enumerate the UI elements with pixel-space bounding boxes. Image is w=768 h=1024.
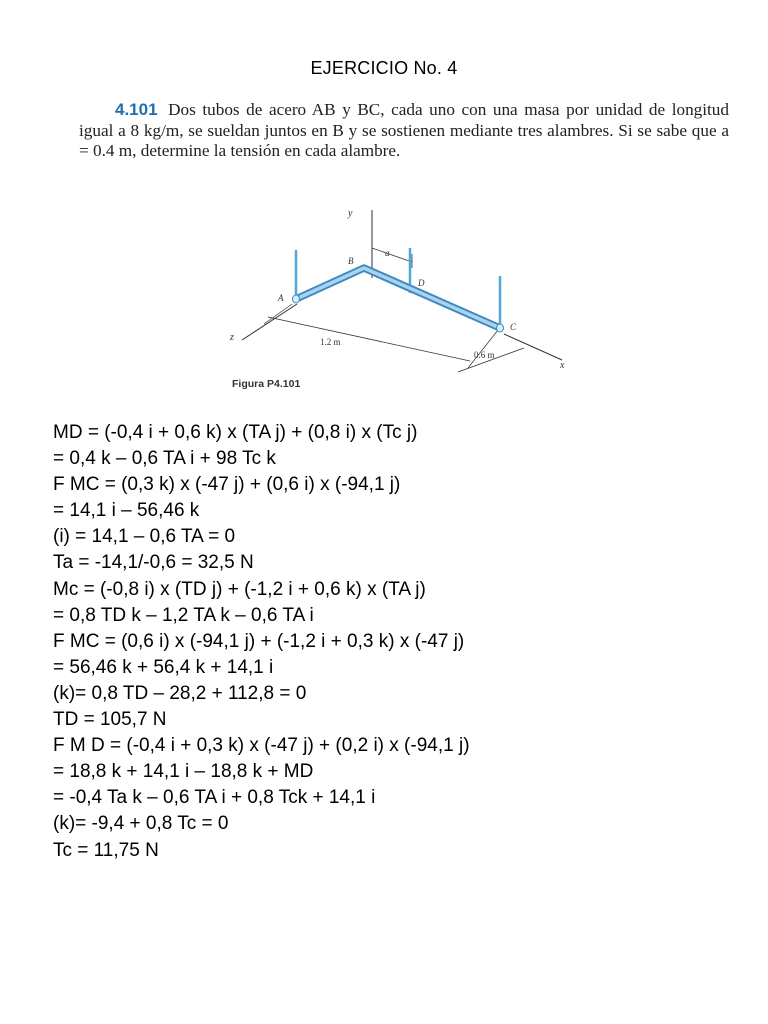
label-A: A: [278, 293, 284, 303]
pipe-abc: [296, 268, 500, 328]
solution-line: = 0,8 TD k – 1,2 TA k – 0,6 TA i: [53, 604, 314, 626]
solution-line: = 18,8 k + 14,1 i – 18,8 k + MD: [53, 761, 314, 783]
page-title: EJERCICIO No. 4: [310, 58, 458, 78]
problem-statement: [79, 100, 729, 162]
dim-long-line: [268, 317, 470, 361]
label-z: z: [230, 332, 234, 343]
solution-line: = -0,4 Ta k – 0,6 TA i + 0,8 Tck + 14,1 i: [53, 787, 376, 809]
solution-line: TD = 105,7 N: [53, 709, 167, 731]
label-B: B: [348, 256, 354, 266]
label-dim-long: 1.2 m: [320, 337, 341, 347]
label-C: C: [510, 322, 517, 332]
solution-line: (k)= 0,8 TD – 28,2 + 112,8 = 0: [53, 682, 307, 704]
pipe-end-a: [293, 295, 300, 303]
dim-a-line: [372, 248, 412, 262]
pipe-figure: [222, 200, 582, 400]
pipe-abc-highlight: [296, 268, 500, 328]
label-D: D: [418, 278, 425, 288]
solution-line: F M D = (-0,4 i + 0,3 k) x (-47 j) + (0,2 i) x (-94,1 j): [53, 735, 470, 757]
solution-line: = 14,1 i – 56,46 k: [53, 500, 200, 522]
figure-caption: Figura P4.101: [232, 378, 301, 390]
solution-block: [53, 420, 743, 864]
label-a: a: [385, 248, 390, 258]
dim-long-ext-c: [468, 330, 498, 368]
solution-line: F MC = (0,3 k) x (-47 j) + (0,6 i) x (-94,1 j): [53, 474, 401, 496]
solution-line: (i) = 14,1 – 0,6 TA = 0: [53, 526, 236, 548]
solution-line: (k)= -9,4 + 0,8 Tc = 0: [53, 813, 229, 835]
pipe-end-c: [497, 324, 504, 332]
label-dim-short: 0.6 m: [474, 350, 495, 360]
pipe-diagram: [222, 200, 582, 400]
label-x: x: [560, 360, 565, 371]
solution-line: Ta = -14,1/-0,6 = 32,5 N: [53, 552, 254, 574]
x-axis: [504, 334, 562, 360]
label-y: y: [348, 208, 353, 219]
solution-line: MD = (-0,4 i + 0,6 k) x (TA j) + (0,8 i) x (Tc j): [53, 422, 418, 443]
problem-number: 4.101: [115, 100, 158, 119]
z-axis: [242, 304, 297, 340]
solution-line: Mc = (-0,8 i) x (TD j) + (-1,2 i + 0,6 k) x (TA j): [53, 578, 426, 600]
solution-line: F MC = (0,6 i) x (-94,1 j) + (-1,2 i + 0,3 k) x (-47 j): [53, 630, 465, 652]
problem-text: Dos tubos de acero AB y BC, cada uno con una masa por unidad de longitud igual a 8 kg/m, se sueldan juntos en B y se sostienen mediante tres alambres. Si se sabe que a = 0.4 m, determine la tensión en cada alambre.: [79, 100, 729, 160]
solution-line: = 56,46 k + 56,4 k + 14,1 i: [53, 656, 274, 678]
solution-line: Tc = 11,75 N: [53, 839, 159, 861]
solution-line: = 0,4 k – 0,6 TA i + 98 Tc k: [53, 448, 276, 470]
